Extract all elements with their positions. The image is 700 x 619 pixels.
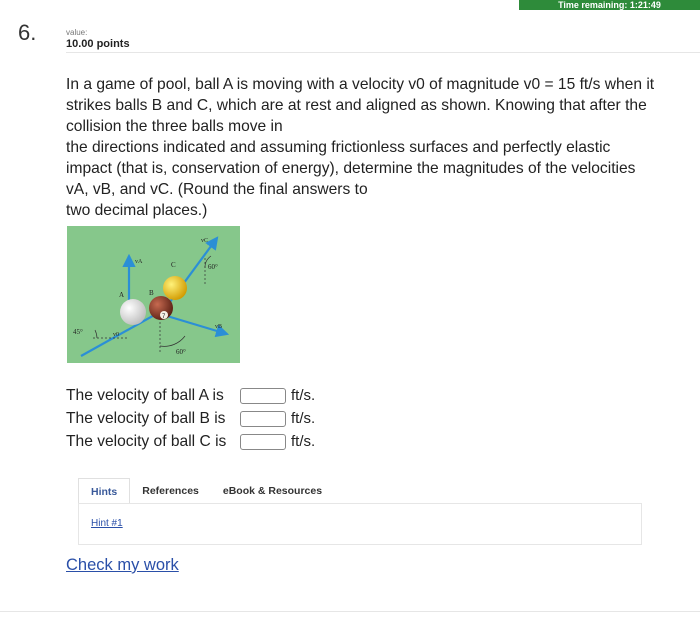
check-my-work-link[interactable]: Check my work [66, 556, 179, 574]
resource-tabs [78, 478, 334, 504]
ball-c [163, 276, 187, 300]
answer-label-a: The velocity of ball A is [66, 386, 224, 404]
answer-label-b: The velocity of ball B is [66, 409, 226, 427]
answer-unit-b: ft/s. [291, 410, 316, 427]
time-remaining-banner: Time remaining: 1:21:49 [519, 0, 700, 10]
label-v0: v0 [113, 332, 119, 338]
pool-balls-diagram [67, 226, 240, 363]
hint-1-link[interactable]: Hint #1 [91, 518, 123, 529]
velocity-c-input[interactable] [240, 434, 286, 450]
tab-references[interactable]: References [142, 485, 199, 497]
value-label: value: [66, 28, 88, 37]
answer-row-a [66, 384, 315, 407]
question-line: the directions indicated and assuming frictionless surfaces and perfectly elastic [66, 139, 611, 156]
label-angle-60-top: 60° [208, 263, 218, 271]
question-line: two decimal places.) [66, 202, 208, 219]
question-line: collision the three balls move in [66, 118, 283, 135]
label-angle-60-bottom: 60° [176, 348, 186, 356]
question-line: In a game of pool, ball A is moving with a velocity v0 of magnitude v0 = 15 ft/s when it [66, 76, 655, 93]
velocity-b-input[interactable] [240, 411, 286, 427]
hint-panel [78, 503, 642, 545]
label-va: vA [135, 259, 143, 265]
footer-divider [0, 611, 700, 612]
label-ball-b: B [149, 289, 154, 297]
points-value: 10.00 points [66, 38, 130, 50]
answer-row-c [66, 430, 315, 453]
answers-section [66, 384, 315, 453]
answer-label-c: The velocity of ball C is [66, 432, 227, 450]
answer-unit-c: ft/s. [291, 433, 316, 450]
question-number: 6. [18, 20, 37, 45]
header-divider [66, 52, 700, 53]
tab-ebook-resources[interactable]: eBook & Resources [222, 485, 323, 497]
tab-hints[interactable]: Hints [78, 478, 130, 504]
question-line: strikes balls B and C, which are at rest and aligned as shown. Knowing that after the [66, 97, 647, 114]
label-vb: vB [215, 324, 223, 330]
label-ball-7: 7 [162, 314, 166, 320]
label-ball-a: A [119, 291, 125, 299]
label-ball-c: C [171, 261, 176, 269]
ball-a [120, 299, 146, 325]
label-angle-45: 45° [73, 328, 83, 336]
question-line: impact (that is, conservation of energy), determine the magnitudes of the velocities [66, 160, 636, 177]
label-vc: vC [201, 238, 209, 244]
answer-unit-a: ft/s. [291, 387, 316, 404]
question-line: vA, vB, and vC. (Round the final answers to [66, 181, 368, 198]
answer-row-b [66, 407, 315, 430]
question-text [66, 74, 696, 221]
velocity-a-input[interactable] [240, 388, 286, 404]
pool-balls-figure [67, 226, 240, 363]
